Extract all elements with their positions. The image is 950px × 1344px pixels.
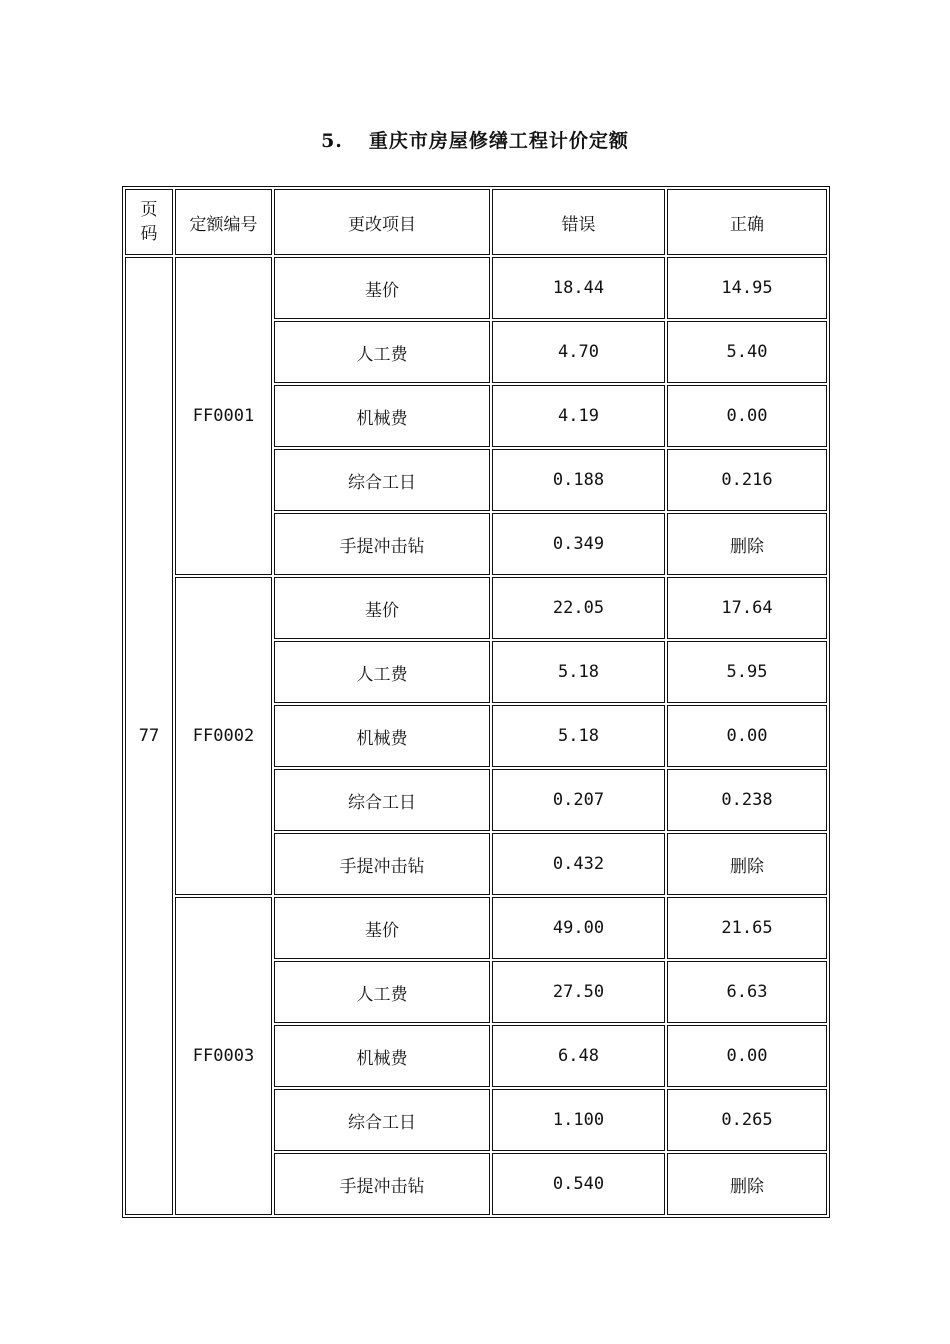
item-cell: 手提冲击钻: [274, 513, 490, 575]
quota-correction-table: [122, 186, 830, 1218]
header-wrong: 错误: [492, 189, 665, 255]
item-cell: 基价: [274, 257, 490, 319]
header-page: [125, 189, 173, 255]
item-cell: 基价: [274, 897, 490, 959]
wrong-value-cell: 0.540: [492, 1153, 665, 1215]
item-cell: 人工费: [274, 961, 490, 1023]
header-page-line2: 码: [140, 224, 158, 244]
table-header-row: [125, 189, 827, 255]
table-row: [125, 257, 827, 319]
wrong-value-cell: 4.70: [492, 321, 665, 383]
item-cell: 手提冲击钻: [274, 833, 490, 895]
correct-value-cell: 5.40: [667, 321, 827, 383]
quota-code-cell: FF0001: [175, 257, 272, 575]
quota-code-cell: FF0002: [175, 577, 272, 895]
correct-value-cell: 14.95: [667, 257, 827, 319]
page-number-cell: 77: [125, 257, 173, 1215]
wrong-value-cell: 6.48: [492, 1025, 665, 1087]
correct-value-cell: 0.00: [667, 385, 827, 447]
item-cell: 基价: [274, 577, 490, 639]
correct-value-cell: 5.95: [667, 641, 827, 703]
correct-value-cell: 17.64: [667, 577, 827, 639]
page-title: [0, 126, 950, 153]
wrong-value-cell: 0.188: [492, 449, 665, 511]
item-cell: 机械费: [274, 385, 490, 447]
header-item: 更改项目: [274, 189, 490, 255]
item-cell: 手提冲击钻: [274, 1153, 490, 1215]
wrong-value-cell: 22.05: [492, 577, 665, 639]
correct-value-cell: 删除: [667, 513, 827, 575]
title-number: 5.: [321, 130, 343, 152]
item-cell: 综合工日: [274, 769, 490, 831]
item-cell: 人工费: [274, 641, 490, 703]
header-code: 定额编号: [175, 189, 272, 255]
correct-value-cell: 删除: [667, 1153, 827, 1215]
correct-value-cell: 21.65: [667, 897, 827, 959]
wrong-value-cell: 49.00: [492, 897, 665, 959]
wrong-value-cell: 5.18: [492, 641, 665, 703]
item-cell: 机械费: [274, 1025, 490, 1087]
title-text: 重庆市房屋修缮工程计价定额: [368, 130, 629, 152]
wrong-value-cell: 18.44: [492, 257, 665, 319]
quota-code-cell: FF0003: [175, 897, 272, 1215]
correct-value-cell: 0.00: [667, 705, 827, 767]
item-cell: 人工费: [274, 321, 490, 383]
correct-value-cell: 6.63: [667, 961, 827, 1023]
wrong-value-cell: 1.100: [492, 1089, 665, 1151]
correct-value-cell: 删除: [667, 833, 827, 895]
wrong-value-cell: 27.50: [492, 961, 665, 1023]
wrong-value-cell: 0.207: [492, 769, 665, 831]
wrong-value-cell: 5.18: [492, 705, 665, 767]
wrong-value-cell: 0.432: [492, 833, 665, 895]
correct-value-cell: 0.238: [667, 769, 827, 831]
wrong-value-cell: 4.19: [492, 385, 665, 447]
item-cell: 综合工日: [274, 449, 490, 511]
header-correct: 正确: [667, 189, 827, 255]
header-page-line1: 页: [140, 200, 158, 220]
table-row: [125, 897, 827, 959]
correct-value-cell: 0.00: [667, 1025, 827, 1087]
item-cell: 机械费: [274, 705, 490, 767]
correct-value-cell: 0.216: [667, 449, 827, 511]
item-cell: 综合工日: [274, 1089, 490, 1151]
table-row: [125, 577, 827, 639]
correct-value-cell: 0.265: [667, 1089, 827, 1151]
wrong-value-cell: 0.349: [492, 513, 665, 575]
